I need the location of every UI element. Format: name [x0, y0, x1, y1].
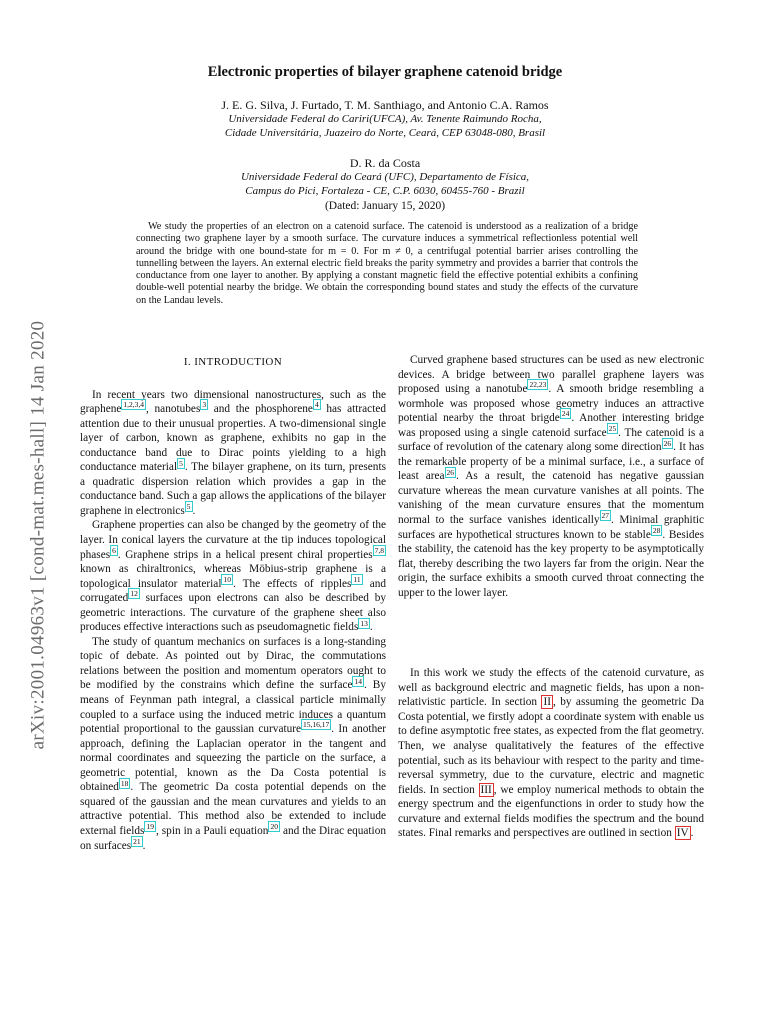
- citation-link[interactable]: 6: [112, 545, 116, 555]
- text-run: .: [192, 504, 196, 517]
- text-run: . Besides the stability, the catenoid has the key property to be asymptotically flat, thereby describing the two layers far from the origin. Near the origin, the surface exhibits a smooth curved throat connecting the upper to the lower layer.: [398, 528, 704, 599]
- text-run: , nanotubes: [146, 403, 201, 416]
- affiliation-2-line-1: Universidade Federal do Ceará (UFC), Departamento de Física,: [240, 171, 530, 184]
- section-heading-introduction: I. INTRODUCTION: [183, 356, 283, 368]
- text-run: In this work we study the effects of the catenoid curvature, as well as background electric and magnetic fields, has upon a non-relativistic particle. In section: [398, 667, 704, 709]
- text-run: . The catenoid is a surface of revolution of the catenary along some direction: [398, 426, 704, 454]
- citation-link[interactable]: 26: [446, 467, 455, 477]
- section-link-iii[interactable]: III: [480, 783, 492, 796]
- section-link-ii[interactable]: II: [543, 696, 551, 709]
- text-run: . In another approach, defining the Laplacian operator in the tangent and normal coordinates and squeezing the particle on the surface, a geometric potential, known as the Da Costa potential is obtained: [80, 723, 386, 794]
- text-run: , we employ numerical methods to obtain the energy spectrum and the eigenfunctions in order to study how the curvature and external fields modifies the spectrum and the bound states. Final remarks and perspectives are outlined in section: [398, 783, 704, 840]
- text-run: . The effects of ripples: [232, 577, 352, 590]
- intro-paragraph-1: [80, 388, 386, 519]
- citation-link[interactable]: 18: [120, 778, 129, 788]
- author-block-1: [60, 98, 710, 141]
- citation-link[interactable]: 25: [608, 423, 617, 433]
- text-run: The study of quantum mechanics on surfaces is a long-standing topic of debate. As pointed out by Dirac, the commutations relations between the position and momentum operators ought to be modified by the constrains which define the surface: [80, 635, 386, 692]
- author-block-2: [60, 156, 710, 213]
- citation-link[interactable]: 7,8: [374, 545, 384, 555]
- text-run: .: [369, 621, 373, 634]
- citation-link[interactable]: 27: [601, 511, 610, 521]
- paper-title: Electronic properties of bilayer graphene catenoid bridge: [207, 64, 563, 80]
- text-run: and corrugated: [80, 577, 386, 605]
- text-run: . The bilayer graphene, on its turn, presents a quadratic dispersion relation which provides a gap in the conductance band. Such a gap allows the applications of the bilayer graphene in electronics: [80, 461, 386, 517]
- text-run: . A smooth bridge resembling a wormhole was proposed whose geometry induces an attractive potential nearby the throat brigde: [398, 383, 704, 425]
- citation-link[interactable]: 3: [202, 400, 207, 410]
- citation-link[interactable]: 1,2,3,4: [123, 400, 145, 410]
- citation-link[interactable]: 26: [663, 438, 672, 448]
- citation-link[interactable]: 24: [561, 409, 570, 419]
- text-run: .: [690, 827, 694, 840]
- text-run: . Minimal graphitic surfaces are hypothetical structures known to be stable: [398, 514, 704, 541]
- text-run: . As a result, the catenoid has negative gaussian curvature whereas the mean curvature vanishes at all points. The vanishing of the mean curvature ensures that the momentum normal to the surface vanishes identically: [398, 470, 704, 527]
- arxiv-identifier-text: arXiv:2001.04963v1 [cond-mat.mes-hall] 14 Jan 2020: [27, 320, 49, 750]
- authors-line-2: D. R. da Costa: [349, 156, 421, 170]
- text-run: has attracted attention due to their unusual properties. A two-dimensional single layer of carbon, known as graphene, exhibits no gap in the conductance band due to Dirac points yielding to a high conductance material: [80, 403, 386, 474]
- text-run: surfaces upon electrons can also be described by geometric interactions. The curvature of the graphene sheet also produces effective interactions such as pseudomagnetic fields: [80, 592, 386, 634]
- right-column: [398, 353, 704, 841]
- authors-line-1: J. E. G. Silva, J. Furtado, T. M. Santhiago, and Antonio C.A. Ramos: [221, 98, 549, 112]
- arxiv-identifier-stamp: [18, 225, 58, 845]
- text-run: . Graphene strips in a helical present chiral properties: [117, 548, 373, 561]
- text-run: known as chiraltronics, whereas Möbius-strip graphene is a topological insulator material: [80, 563, 386, 590]
- text-run: . The geometric Da costa potential depends on the squared of the gaussian and the mean curvatures and yields to an attractive potential. This method also be extended to include external fields: [80, 781, 386, 837]
- citation-link[interactable]: 22,23: [529, 380, 547, 390]
- text-run: . By means of Feynman path integral, a classical particle minimally coupled to a surface using the induced metric induces a quantum potential proportional to the gaussian curvature: [80, 679, 386, 736]
- citation-link[interactable]: 19: [146, 822, 154, 832]
- section-link-iv[interactable]: IV: [676, 827, 689, 840]
- citation-link[interactable]: 12: [130, 589, 138, 599]
- affiliation-2-line-2: Campus do Pici, Fortaleza - CE, C.P. 6030, 60455-760 - Brazil: [245, 185, 525, 198]
- text-run: and the phosphorene: [208, 403, 313, 416]
- column-spacer: [398, 600, 704, 666]
- citation-link[interactable]: 5: [179, 458, 183, 468]
- intro-paragraph-2: [80, 518, 386, 634]
- text-run: Curved graphene based structures can be used as new electronic devices. A bridge between two parallel graphene layers was proposed using a nanotube: [398, 354, 704, 396]
- affiliation-1-line-1: Universidade Federal do Cariri(UFCA), Av. Tenente Raimundo Rocha,: [228, 113, 542, 126]
- left-column: [80, 353, 386, 853]
- citation-link[interactable]: 5: [186, 502, 191, 512]
- intro-paragraph-3: [80, 635, 386, 853]
- citation-link[interactable]: 10: [223, 574, 231, 584]
- intro-paragraph-5: [398, 666, 704, 841]
- text-run: , spin in a Pauli equation: [155, 824, 269, 837]
- text-run: In recent years two dimensional nanostructures, such as the graphene: [80, 388, 386, 416]
- citation-link[interactable]: 13: [360, 618, 368, 628]
- text-run: and the Dirac equation on surfaces: [80, 824, 386, 852]
- dated-line: (Dated: January 15, 2020): [324, 199, 446, 212]
- affiliation-1-line-2: Cidade Universitária, Juazeiro do Norte, Ceará, CEP 63048-080, Brasil: [224, 127, 546, 140]
- citation-link[interactable]: 11: [353, 574, 361, 584]
- citation-link[interactable]: 15,16,17: [303, 720, 330, 730]
- intro-paragraph-4: [398, 353, 704, 600]
- abstract: We study the properties of an electron on a catenoid surface. The catenoid is understood as a realization of a bridge connecting two graphene layer by a smooth surface. The curvature induces a symmetrical reflectionless potential well around the bridge with one bound-state for m = 0. For m ≠ 0, a centrifugal potential barrier arises controlling the tunnelling between the layers. An external electric field breaks the parity symmetry and provides a barrier that controls the conductance from one layer to another. By applying a constant magnetic field the effective potential exhibits a confining double-well potential nearby the bridge. We obtain the corresponding bound states and study the effects of the curvature on the Landau levels.: [136, 221, 638, 306]
- text-run: . Another interesting bridge was proposed using a single catenoid surface: [398, 412, 704, 439]
- citation-link[interactable]: 21: [133, 836, 141, 846]
- citation-link[interactable]: 14: [354, 676, 362, 686]
- text-run: . It has the remarkable property of be a minimal surface, i.e., a surface of least area: [398, 441, 704, 483]
- text-run: Graphene properties can also be changed by the geometry of the layer. In conical layers the curvature at the tip induces topological phases: [80, 519, 386, 561]
- text-run: .: [142, 839, 146, 852]
- text-run: , by assuming the geometric Da Costa potential, we firstly adopt a coordinate system with enable us to define asymptotic free states, as expected from the flat geometry. Then, we analyse qualitatively the features of the effective potential, such as its behaviour with respect to the parity and time-reversal symmetry, due to the curvature, electric and magnetic fields. In section: [398, 696, 704, 796]
- citation-link[interactable]: 28: [652, 525, 661, 535]
- citation-link[interactable]: 20: [270, 822, 278, 832]
- citation-link[interactable]: 4: [314, 400, 319, 410]
